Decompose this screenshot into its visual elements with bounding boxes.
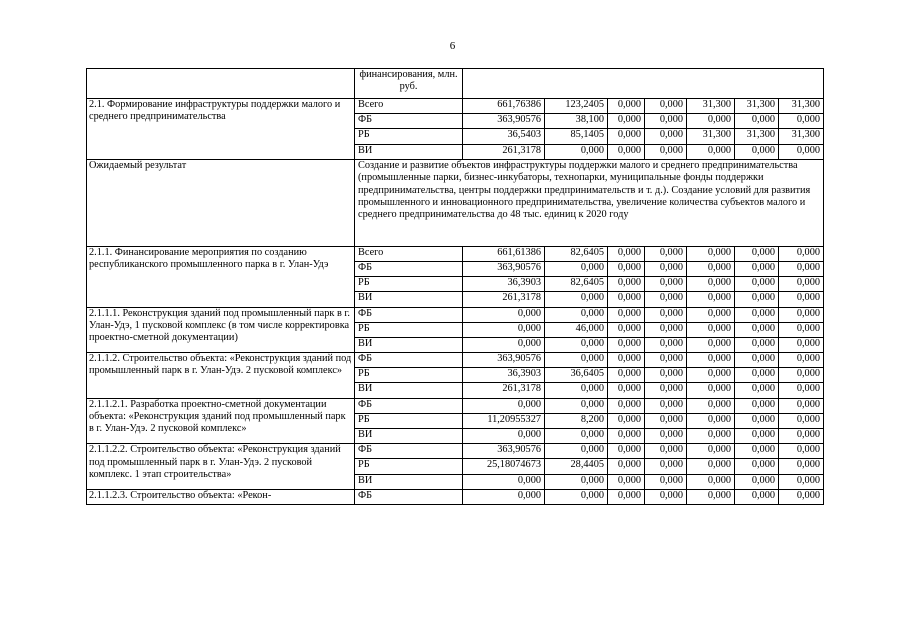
value-cell: 0,000	[645, 398, 687, 413]
value-cell: 0,000	[687, 277, 735, 292]
value-cell: 363,90576	[463, 444, 545, 459]
value-cell: 0,000	[645, 261, 687, 276]
value-cell: 82,6405	[545, 277, 608, 292]
row-description: 2.1. Формирование инфраструктуры поддержки малого и среднего предпринимательства	[87, 99, 355, 160]
row-description: 2.1.1.2. Строительство объекта: «Реконструкция зданий под промышленный парк в г. Улан-Удэ. 2 пусковой комплекс»	[87, 353, 355, 399]
value-cell: 0,000	[645, 307, 687, 322]
value-cell: 0,000	[645, 353, 687, 368]
value-cell: 0,000	[645, 444, 687, 459]
value-cell: 0,000	[608, 474, 645, 489]
value-cell: 0,000	[463, 337, 545, 352]
value-cell: 0,000	[735, 398, 779, 413]
row-description: 2.1.1. Финансирование мероприятия по созданию республиканского промышленного парка в г. Улан-Удэ	[87, 246, 355, 307]
funding-source: РБ	[355, 322, 463, 337]
value-cell: 661,61386	[463, 246, 545, 261]
value-cell: 0,000	[608, 114, 645, 129]
value-cell: 0,000	[608, 429, 645, 444]
funding-source: ФБ	[355, 307, 463, 322]
value-cell: 0,000	[608, 261, 645, 276]
value-cell: 0,000	[645, 429, 687, 444]
value-cell: 661,76386	[463, 99, 545, 114]
value-cell: 0,000	[608, 398, 645, 413]
value-cell: 0,000	[545, 474, 608, 489]
value-cell: 0,000	[687, 489, 735, 504]
funding-source: ВИ	[355, 337, 463, 352]
header-name-cell	[87, 69, 355, 99]
value-cell: 0,000	[687, 459, 735, 474]
value-cell: 31,300	[779, 99, 824, 114]
value-cell: 0,000	[779, 261, 824, 276]
header-source-cell: финансирования, млн. руб.	[355, 69, 463, 99]
value-cell: 0,000	[687, 307, 735, 322]
row-description: Ожидаемый результат	[87, 159, 355, 246]
value-cell: 0,000	[779, 337, 824, 352]
value-cell: 0,000	[687, 474, 735, 489]
value-cell: 0,000	[545, 144, 608, 159]
table-row	[87, 489, 824, 504]
value-cell: 0,000	[779, 413, 824, 428]
table-row	[87, 398, 824, 413]
funding-source: ФБ	[355, 114, 463, 129]
table-row	[87, 353, 824, 368]
value-cell: 363,90576	[463, 114, 545, 129]
page-number: 6	[449, 40, 456, 52]
value-cell: 363,90576	[463, 353, 545, 368]
table-row	[87, 444, 824, 459]
value-cell: 0,000	[735, 353, 779, 368]
value-cell: 0,000	[645, 413, 687, 428]
value-cell: 0,000	[608, 144, 645, 159]
funding-source: РБ	[355, 459, 463, 474]
value-cell: 31,300	[687, 129, 735, 144]
value-cell: 0,000	[735, 144, 779, 159]
value-cell: 123,2405	[545, 99, 608, 114]
value-cell: 0,000	[608, 307, 645, 322]
value-cell: 0,000	[545, 398, 608, 413]
value-cell: 36,3903	[463, 277, 545, 292]
value-cell: 0,000	[735, 322, 779, 337]
value-cell: 0,000	[645, 459, 687, 474]
expected-result-text: Создание и развитие объектов инфраструктуры поддержки малого и среднего предпринимательства (промышленные парки, бизнес-инкубаторы, технопарки, муниципальные фонды поддержки предпринимательства, центры поддержки предпринимательств и т. д.). Создание условий для развития промышленного и инновационного предпринимательства, увеличение количества субъектов малого и среднего предпринимательства до 48 тыс. единиц к 2020 году	[355, 159, 824, 246]
value-cell: 0,000	[687, 444, 735, 459]
value-cell: 0,000	[735, 246, 779, 261]
value-cell: 0,000	[687, 322, 735, 337]
value-cell: 38,100	[545, 114, 608, 129]
funding-source: ВИ	[355, 144, 463, 159]
row-description: 2.1.1.1. Реконструкция зданий под промышленный парк в г. Улан-Удэ, 1 пусковой комплекс (в том числе корректировка проектно-сметной документации)	[87, 307, 355, 353]
expected-result-row	[87, 159, 824, 246]
value-cell: 0,000	[645, 246, 687, 261]
value-cell: 0,000	[608, 413, 645, 428]
value-cell: 0,000	[779, 489, 824, 504]
value-cell: 0,000	[463, 398, 545, 413]
value-cell: 0,000	[687, 144, 735, 159]
value-cell: 0,000	[608, 129, 645, 144]
value-cell: 0,000	[735, 114, 779, 129]
value-cell: 0,000	[608, 368, 645, 383]
value-cell: 8,200	[545, 413, 608, 428]
funding-source: ФБ	[355, 489, 463, 504]
funding-source: РБ	[355, 368, 463, 383]
value-cell: 36,3903	[463, 368, 545, 383]
value-cell: 0,000	[779, 277, 824, 292]
row-description: 2.1.1.2.2. Строительство объекта: «Реконструкция зданий под промышленный парк в г. Улан-Удэ. 2 пусковой комплекс. 1 этап строительства»	[87, 444, 355, 490]
value-cell: 0,000	[608, 99, 645, 114]
value-cell: 36,6405	[545, 368, 608, 383]
value-cell: 0,000	[463, 307, 545, 322]
funding-source: Всего	[355, 246, 463, 261]
value-cell: 0,000	[645, 474, 687, 489]
funding-source: РБ	[355, 129, 463, 144]
value-cell: 0,000	[687, 114, 735, 129]
funding-source: ВИ	[355, 383, 463, 398]
header-row	[87, 69, 824, 99]
value-cell: 0,000	[779, 353, 824, 368]
value-cell: 0,000	[687, 246, 735, 261]
value-cell: 0,000	[779, 322, 824, 337]
value-cell: 0,000	[779, 383, 824, 398]
value-cell: 261,3178	[463, 383, 545, 398]
value-cell: 0,000	[645, 129, 687, 144]
value-cell: 0,000	[687, 383, 735, 398]
value-cell: 0,000	[608, 489, 645, 504]
funding-source: РБ	[355, 277, 463, 292]
value-cell: 0,000	[735, 474, 779, 489]
value-cell: 0,000	[779, 292, 824, 307]
value-cell: 28,4405	[545, 459, 608, 474]
value-cell: 0,000	[608, 277, 645, 292]
value-cell: 31,300	[779, 129, 824, 144]
value-cell: 0,000	[463, 489, 545, 504]
row-description: 2.1.1.2.3. Строительство объекта: «Рекон-	[87, 489, 355, 504]
funding-source: ВИ	[355, 474, 463, 489]
funding-source: ФБ	[355, 398, 463, 413]
value-cell: 0,000	[779, 444, 824, 459]
funding-source: ВИ	[355, 292, 463, 307]
value-cell: 0,000	[735, 292, 779, 307]
value-cell: 0,000	[608, 292, 645, 307]
value-cell: 0,000	[608, 322, 645, 337]
value-cell: 0,000	[735, 489, 779, 504]
value-cell: 0,000	[687, 398, 735, 413]
value-cell: 0,000	[463, 429, 545, 444]
funding-source: Всего	[355, 99, 463, 114]
value-cell: 0,000	[463, 322, 545, 337]
value-cell: 0,000	[545, 307, 608, 322]
value-cell: 0,000	[779, 368, 824, 383]
value-cell: 0,000	[687, 337, 735, 352]
value-cell: 0,000	[735, 277, 779, 292]
value-cell: 0,000	[608, 337, 645, 352]
value-cell: 0,000	[779, 474, 824, 489]
value-cell: 0,000	[645, 383, 687, 398]
value-cell: 0,000	[779, 114, 824, 129]
value-cell: 0,000	[463, 474, 545, 489]
value-cell: 0,000	[687, 353, 735, 368]
value-cell: 0,000	[735, 307, 779, 322]
value-cell: 261,3178	[463, 144, 545, 159]
value-cell: 0,000	[645, 114, 687, 129]
value-cell: 0,000	[735, 368, 779, 383]
value-cell: 0,000	[545, 353, 608, 368]
funding-source: ФБ	[355, 261, 463, 276]
value-cell: 0,000	[735, 444, 779, 459]
value-cell: 0,000	[687, 368, 735, 383]
value-cell: 0,000	[545, 292, 608, 307]
header-values-cell	[463, 69, 824, 99]
table-row	[87, 99, 824, 114]
value-cell: 0,000	[735, 383, 779, 398]
value-cell: 0,000	[545, 261, 608, 276]
value-cell: 0,000	[645, 337, 687, 352]
funding-source: РБ	[355, 413, 463, 428]
value-cell: 0,000	[779, 246, 824, 261]
funding-source: ФБ	[355, 444, 463, 459]
value-cell: 46,000	[545, 322, 608, 337]
value-cell: 0,000	[735, 261, 779, 276]
funding-source: ФБ	[355, 353, 463, 368]
value-cell: 0,000	[645, 322, 687, 337]
table-row	[87, 307, 824, 322]
value-cell: 0,000	[645, 144, 687, 159]
value-cell: 31,300	[735, 129, 779, 144]
row-description: 2.1.1.2.1. Разработка проектно-сметной документации объекта: «Реконструкция зданий под промышленный парк в г. Улан-Удэ. 2 пусковой комплекс»	[87, 398, 355, 444]
value-cell: 0,000	[687, 292, 735, 307]
value-cell: 0,000	[608, 444, 645, 459]
value-cell: 0,000	[545, 383, 608, 398]
value-cell: 0,000	[645, 277, 687, 292]
value-cell: 0,000	[545, 429, 608, 444]
table-row	[87, 246, 824, 261]
value-cell: 0,000	[645, 489, 687, 504]
value-cell: 25,18074673	[463, 459, 545, 474]
value-cell: 0,000	[545, 444, 608, 459]
value-cell: 0,000	[645, 292, 687, 307]
value-cell: 31,300	[687, 99, 735, 114]
value-cell: 0,000	[779, 144, 824, 159]
value-cell: 31,300	[735, 99, 779, 114]
value-cell: 0,000	[545, 337, 608, 352]
value-cell: 0,000	[545, 489, 608, 504]
value-cell: 0,000	[687, 413, 735, 428]
value-cell: 363,90576	[463, 261, 545, 276]
value-cell: 261,3178	[463, 292, 545, 307]
value-cell: 0,000	[687, 261, 735, 276]
value-cell: 0,000	[735, 459, 779, 474]
value-cell: 36,5403	[463, 129, 545, 144]
value-cell: 0,000	[608, 383, 645, 398]
value-cell: 0,000	[779, 307, 824, 322]
value-cell: 85,1405	[545, 129, 608, 144]
value-cell: 0,000	[645, 368, 687, 383]
funding-source: ВИ	[355, 429, 463, 444]
value-cell: 11,20955327	[463, 413, 545, 428]
value-cell: 0,000	[608, 246, 645, 261]
value-cell: 0,000	[735, 337, 779, 352]
value-cell: 0,000	[645, 99, 687, 114]
value-cell: 0,000	[608, 353, 645, 368]
value-cell: 0,000	[608, 459, 645, 474]
financing-table	[86, 68, 824, 505]
value-cell: 0,000	[735, 413, 779, 428]
value-cell: 0,000	[735, 429, 779, 444]
value-cell: 0,000	[779, 429, 824, 444]
value-cell: 0,000	[779, 459, 824, 474]
value-cell: 0,000	[779, 398, 824, 413]
value-cell: 0,000	[687, 429, 735, 444]
value-cell: 82,6405	[545, 246, 608, 261]
